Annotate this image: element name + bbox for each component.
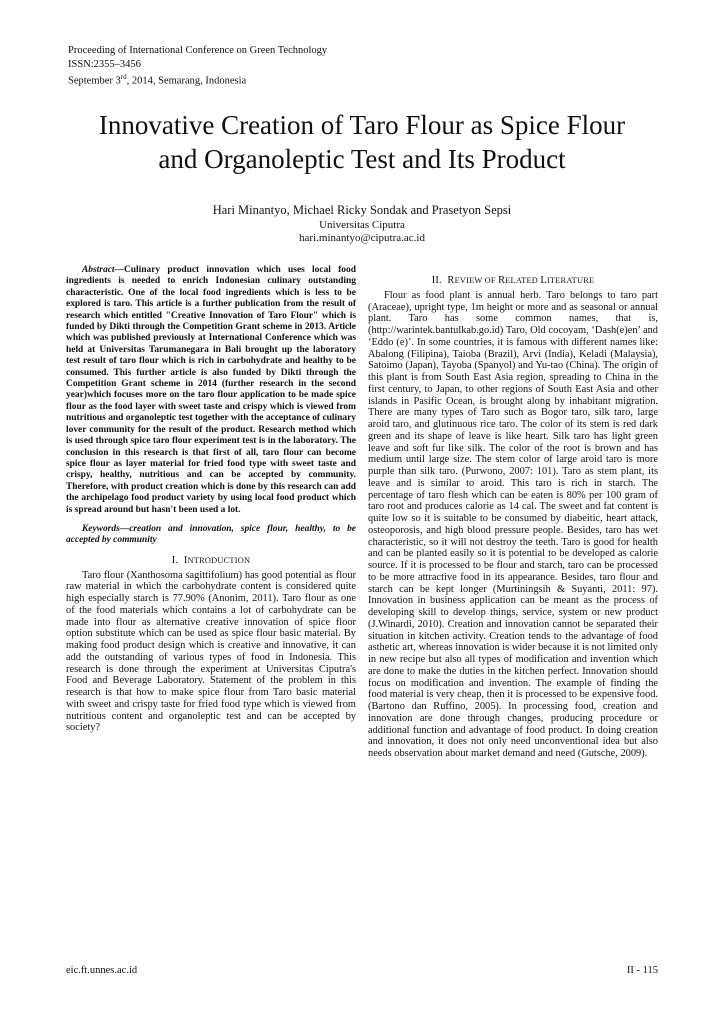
section-number: I. [171, 554, 179, 566]
header-date-location: , 2014, Semarang, Indonesia [126, 75, 247, 87]
section-initial: R [498, 275, 506, 286]
section-title-rest: NTRODUCTION [187, 555, 251, 565]
footer-website: eic.ft.unnes.ac.id [66, 965, 138, 976]
section-heading-literature [368, 275, 658, 287]
right-column [368, 265, 658, 760]
section-title-rest: EVIEW OF [454, 276, 499, 285]
page-number: II - 115 [626, 965, 658, 976]
header-date [68, 71, 327, 88]
left-column [66, 265, 356, 734]
paper-title [40, 108, 684, 176]
author-email: hari.minantyo@ciputra.ac.id [299, 232, 425, 244]
author-list: Hari Minantyo, Michael Ricky Sondak and Prasetyon Sepsi [212, 203, 512, 217]
title-line-2: and Organoleptic Test and Its Product [158, 144, 566, 174]
section-title-rest: ITERATURE [546, 276, 595, 285]
section-initial: I [183, 554, 188, 566]
keywords [66, 524, 356, 547]
keywords-label: Keywords— [82, 523, 130, 534]
proceedings-header [68, 44, 327, 88]
header-date-text: September 3 [68, 75, 121, 87]
abstract-text: Culinary product innovation which uses local food ingredients is needed to enrich Indonesian culinary outstanding characteristic. One of the local food ingredients which is less to be explored is taro. This article is a further publication from the result of research which entitled "Creative Innovation of Taro Flour" which is funded by Dikti through the Competition Grant scheme in 2013. Article which was published previously at International Conference which was held at Universitas Tarumanegara in Bali brought up the laboratory test result of taro flour which is rich in carbohydrate and healthy to be consumed. This further article is also funded by Dikti through the Competition Grant scheme in 2014 (further research in the second year)which focuses more on the taro flour application to be made spice flour as the food layer with sweet taste and crispy which is viewed from nutritious and organoleptic test together with the acceptance of culinary lover community for the result of the product. Research method which is used through spice taro flour experiment test is in the laboratory. The conclusion in this research is that first of all, taro flour can become spice flour as layer material for fried food type with sweet taste and crispy, healthy, nutritious and can be accepted by community. Therefore, with product creation which is done by this research can add the archipelago food product variety by using local food product which is spread around but hasn't been used a lot. [66, 265, 356, 515]
header-date-suffix: rd [120, 73, 127, 81]
literature-paragraph: Flour as food plant is annual herb. Taro belongs to taro part (Araceae), upright type, 1m height or more and as seasonal or annual plant. Taro has some common names, that is, (http://warintek.bantulkab.go.id) Taro, Old cocoyam, ‘Dash(e)en’ and ‘Eddo (e)’. In some countries, it is famous with different names like: Abalong (Filipina), Taioba (Brazil), Arvi (India), Keladi (Malaysia), Satoimo (Japan), Tayoba (Spanyol) and Yu-tao (China). The origin of this plant is from South East Asia region, spreading to China in the first century, to Japan, to other regions of South East Asia and other islands in Pasific Ocean, is brought along by inhabitant migration. There are many types of Taro such as Bogor taro, silk taro, large aroid taro, and glutinuous rice taro. The color of its stem is red dark green and its shape of leave is like heart. Silk taro has light green leave and soft fur like silk. The color of the root is brown and has medium until large size. The stem color of large aroid taro is more purple than silk taro. (Purwono, 2007: 101). Taro as stem plant, its leave and is similar to aroid. This taro is rich in starch. The percentage of taro flesh which can be eaten is 80% per 100 gram of taro root and produces calorie as 14 cal. The sweet and fat content is quite low so it is suitable to be consumed by diabeitic, heart attack, osteoporosis, and high blood pressure people. Besides, taro has wet characteristic, so it will not destroy the teeth. Taro is good for health and can be planted easily so it is potential to be developed as calorie source. If it is processed to be flour and starch, taro can be processed to be more attractive food in its appearance. Besides, taro flour and starch can be kept longer (Murtiningsih & Suyanti, 2011: 97). Innovation in business application can be meant as the process of developing skill to develop things, service, system or new product (J.Winardi, 2010). Creation and innovation cannot be separated their situation in kitchen activity. Creation tends to the advantage of food asthetic art, whereas innovation is wider because it is not limited only in new recipe but also all types of modification and invention which are done to make the duties in the kitchen perfect. Innovation should focus on modification and invention. The example of finding the food material is very cheap, then it is processed to be expensive food. (Bartono dan Ruffino, 2005). In processing food, creation and innovation are done through changes, producing procedure or additional function and advantage of food product. In doing creation and innovation, it does not only need unconventional idea but also needs observation about market demand and need (Gutsche, 2009). [368, 289, 658, 759]
section-initial: L [540, 275, 547, 286]
section-title-rest: ELATED [505, 276, 541, 285]
section-initial: R [447, 275, 455, 286]
introduction-paragraph: Taro flour (Xanthosoma sagittifolium) has good potential as flour raw material in which the carbohydrate content is considered quite high especially starch is 77.90% (Anonim, 2011). Taro flour as one of the food materials which contains a lot of carbohydrate can be made into flour as alternative creative innovation of spice floor option substitute which can be used as spice flour basic material. By making food product design which is creative and innovative, it can add the outstanding of various types of food in Indonesia. This research is done through the experiment at Universitas Ciputra's Food and Beverage Laboratory. Statement of the problem in this research is that how to make spice flour from Taro basic material with sweet and crispy taste for fried food type which is viewed from nutritious content and organoleptic test and can be accepted by society? [66, 569, 356, 734]
header-conference: Proceeding of International Conference on Green Technology [68, 45, 328, 56]
title-line-1: Innovative Creation of Taro Flour as Spice Flour [98, 110, 626, 140]
section-number: II. [431, 275, 442, 286]
abstract [66, 265, 356, 516]
abstract-label: Abstract— [82, 265, 124, 275]
section-heading-introduction [66, 555, 356, 567]
keywords-text: creation and innovation, spice flour, healthy, to be accepted by community [66, 523, 356, 546]
header-issn: ISSN:2355–3456 [68, 58, 141, 70]
affiliation: Universitas Ciputra [319, 219, 405, 231]
